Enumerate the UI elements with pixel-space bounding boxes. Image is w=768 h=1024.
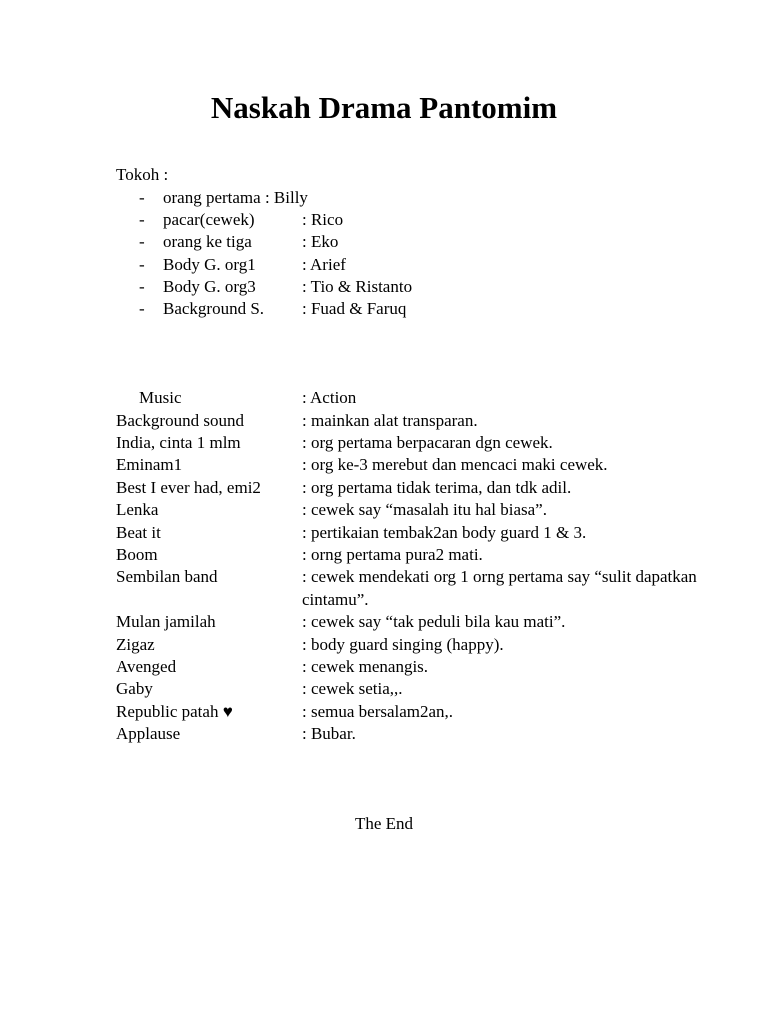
scene-row xyxy=(0,499,768,521)
scene-row xyxy=(0,454,768,476)
cast-actor: : Fuad & Faruq xyxy=(302,299,407,319)
scene-action: : cewek menangis. xyxy=(302,656,429,676)
scene-action: : org pertama berpacaran dgn cewek. xyxy=(302,432,553,452)
scene-row xyxy=(0,477,768,499)
list-bullet: - xyxy=(139,254,145,274)
scene-row xyxy=(0,723,768,745)
scene-music: Mulan jamilah xyxy=(116,612,216,632)
scene-music: Boom xyxy=(116,544,158,564)
scene-action: : Bubar. xyxy=(302,724,356,744)
scene-music: Republic patah ♥ xyxy=(116,701,233,721)
cast-item xyxy=(0,298,768,320)
cast-role: Background S. xyxy=(163,299,265,319)
scene-row xyxy=(0,701,768,723)
scene-music: Zigaz xyxy=(116,634,155,654)
scene-action: : semua bersalam2an,. xyxy=(302,701,454,721)
cast-role: Body G. org3 xyxy=(163,277,256,297)
cast-role: pacar(cewek) xyxy=(163,209,255,229)
cast-item xyxy=(0,187,768,209)
scene-music: Sembilan band xyxy=(116,567,218,587)
scene-action: : body guard singing (happy). xyxy=(302,634,504,654)
scene-music: Applause xyxy=(116,724,181,744)
cast-actor: : Rico xyxy=(302,209,344,229)
list-bullet: - xyxy=(139,209,145,229)
scene-music: Eminam1 xyxy=(116,455,183,475)
list-bullet: - xyxy=(139,187,145,207)
scene-action: : org pertama tidak terima, dan tdk adil. xyxy=(302,477,572,497)
scene-music: Lenka xyxy=(116,500,159,520)
scene-music: India, cinta 1 mlm xyxy=(116,432,241,452)
cast-item xyxy=(0,276,768,298)
scene-action: : cewek say “masalah itu hal biasa”. xyxy=(302,500,547,520)
scene-action: : cewek mendekati org 1 orng pertama say “sulit dapatkan cintamu”. xyxy=(302,567,697,609)
scene-row xyxy=(0,656,768,678)
music-column-heading: Music xyxy=(139,388,182,407)
scene-music: Gaby xyxy=(116,679,153,699)
cast-heading: Tokoh : xyxy=(116,165,169,184)
cast-actor: : Tio & Ristanto xyxy=(302,277,413,297)
scene-action: : cewek setia,,. xyxy=(302,679,403,699)
cast-list xyxy=(0,187,768,321)
scene-action: : mainkan alat transparan. xyxy=(302,410,478,430)
scene-row xyxy=(0,522,768,544)
scene-action: : pertikaian tembak2an body guard 1 & 3. xyxy=(302,522,587,542)
cast-entry-text: orang pertama : Billy xyxy=(163,187,308,207)
scene-list xyxy=(0,410,768,746)
scene-row xyxy=(0,678,768,700)
action-column-heading: : Action xyxy=(302,388,357,407)
document-title: Naskah Drama Pantomim xyxy=(210,90,558,125)
scene-row xyxy=(0,410,768,432)
list-bullet: - xyxy=(139,277,145,297)
scene-music: Beat it xyxy=(116,522,161,542)
scene-action: : cewek say “tak peduli bila kau mati”. xyxy=(302,612,566,632)
cast-actor: : Arief xyxy=(302,254,346,274)
scene-music: Best I ever had, emi2 xyxy=(116,477,261,497)
scene-action: : org ke-3 merebut dan mencaci maki cewek. xyxy=(302,455,608,475)
cast-actor: : Eko xyxy=(302,232,339,252)
scene-row xyxy=(0,566,768,611)
scene-music: Background sound xyxy=(116,410,244,430)
cast-role: orang ke tiga xyxy=(163,232,252,252)
scene-row xyxy=(0,634,768,656)
ending-text: The End xyxy=(354,814,414,833)
scene-row xyxy=(0,611,768,633)
cast-role: Body G. org1 xyxy=(163,254,256,274)
scene-row xyxy=(0,432,768,454)
cast-item xyxy=(0,231,768,253)
scene-music: Avenged xyxy=(116,656,177,676)
scene-header xyxy=(0,387,768,409)
cast-item xyxy=(0,209,768,231)
cast-item xyxy=(0,254,768,276)
list-bullet: - xyxy=(139,232,145,252)
list-bullet: - xyxy=(139,299,145,319)
scene-row xyxy=(0,544,768,566)
scene-action: : orng pertama pura2 mati. xyxy=(302,544,483,564)
